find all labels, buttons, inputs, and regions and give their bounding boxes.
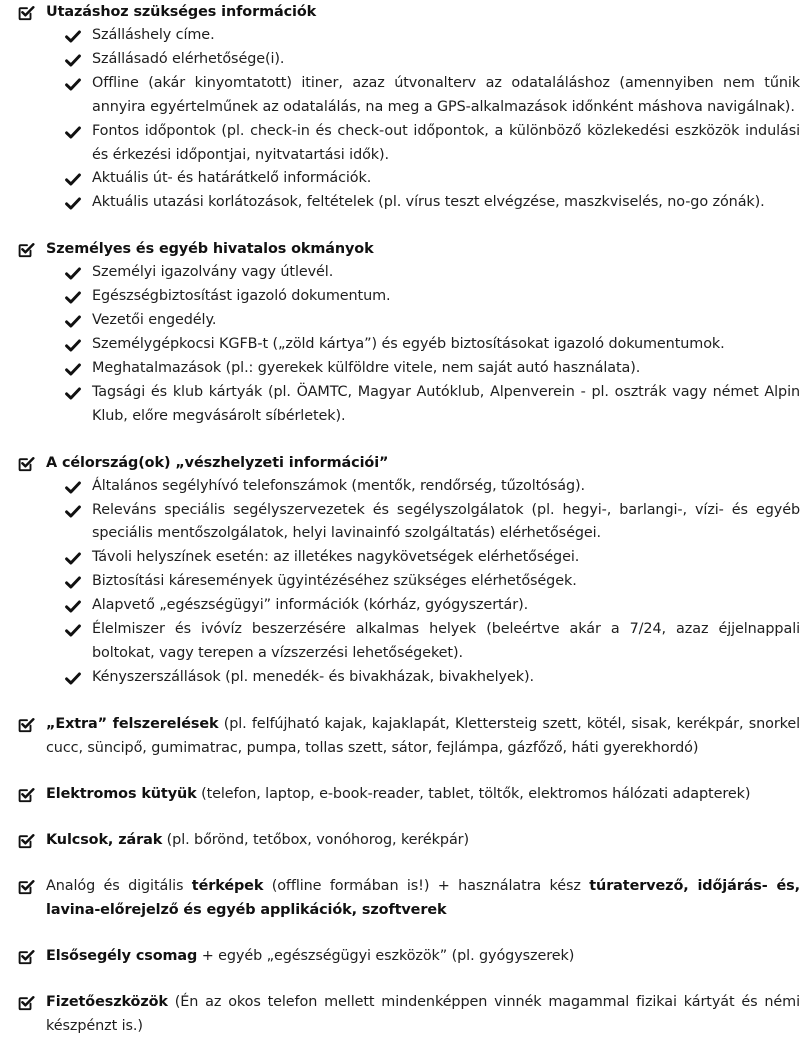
checkbox-check-icon — [18, 878, 35, 895]
check-icon — [65, 197, 81, 210]
extra-item-electronics — [0, 782, 800, 806]
checkbox-check-icon — [18, 994, 35, 1011]
list-item: Szálláshely címe. — [0, 24, 800, 48]
check-icon — [65, 126, 81, 139]
extra-heading: Fizetőeszközök (Én az okos telefon mellett mindenképpen vinnék magammal fizikai kártyát és némi készpénzt is.) — [0, 990, 800, 1038]
section-title: Személyes és egyéb hivatalos okmányok — [46, 241, 374, 258]
list-item: Élelmiszer és ivóvíz beszerzésére alkalmas helyek (beleértve akár a 7/24, azaz éjjelnappali boltokat, vagy terepen a vízszerzési lehetőségeket). — [0, 618, 800, 666]
section-title: A célország(ok) „vészhelyzeti információi” — [46, 454, 389, 471]
check-icon — [65, 481, 81, 494]
checkbox-check-icon — [18, 786, 35, 803]
extra-item-maps-apps — [0, 874, 800, 922]
check-icon — [65, 600, 81, 613]
check-icon — [65, 672, 81, 685]
list-item: Meghatalmazások (pl.: gyerekek külföldre vitele, nem saját autó használata). — [0, 357, 800, 381]
check-icon — [65, 78, 81, 91]
list-item: Tagsági és klub kártyák (pl. ÖAMTC, Magyar Autóklub, Alpenverein - pl. osztrák vagy német Alpin Klub, előre megvásárolt síbérletek). — [0, 381, 800, 429]
check-icon — [65, 552, 81, 565]
list-item: Egészségbiztosítást igazoló dokumentum. — [0, 285, 800, 309]
check-icon — [65, 505, 81, 518]
list-item: Kényszerszállások (pl. menedék- és bivakházak, bivakhelyek). — [0, 666, 800, 690]
checkbox-check-icon — [18, 716, 35, 733]
check-icon — [65, 387, 81, 400]
list-item: Általános segélyhívó telefonszámok (mentők, rendőrség, tűzoltóság). — [0, 475, 800, 499]
check-icon — [65, 173, 81, 186]
list-item: Aktuális út- és határátkelő információk. — [0, 167, 800, 191]
section-documents — [0, 237, 800, 428]
list-item: Vezetői engedély. — [0, 309, 800, 333]
section-heading — [0, 0, 800, 24]
extra-item-equipment — [0, 712, 800, 760]
check-icon — [65, 267, 81, 280]
check-icon — [65, 291, 81, 304]
checkbox-check-icon — [18, 832, 35, 849]
list-item: Személygépkocsi KGFB-t („zöld kártya”) és egyéb biztosításokat igazoló dokumentumok. — [0, 333, 800, 357]
extra-heading: Elsősegély csomag + egyéb „egészségügyi eszközök” (pl. gyógyszerek) — [0, 944, 800, 968]
list-item: Offline (akár kinyomtatott) itiner, azaz útvonalterv az odataláláshoz (amennyiben nem tűnik annyira egyértelműnek az odatalálás, na meg a GPS-alkalmazások időnként máshova navigálnak). — [0, 72, 800, 120]
checkbox-check-icon — [18, 241, 35, 258]
check-icon — [65, 54, 81, 67]
checkbox-check-icon — [18, 4, 35, 21]
extra-item-first-aid — [0, 944, 800, 968]
extra-item-keys-locks — [0, 828, 800, 852]
list-item: Alapvető „egészségügyi” információk (kórház, gyógyszertár). — [0, 594, 800, 618]
section-list — [0, 261, 800, 428]
check-icon — [65, 624, 81, 637]
list-item: Releváns speciális segélyszervezetek és segélyszolgálatok (pl. hegyi-, barlangi-, vízi- és egyéb speciális mentőszolgálatok, helyi lavinainfó szolgáltatás) elérhetőségei. — [0, 499, 800, 547]
list-item: Fontos időpontok (pl. check-in és check-out időpontok, a különböző közlekedési eszközök indulási és érkezési időpontjai, nyitvatartási idők). — [0, 120, 800, 168]
section-heading — [0, 451, 800, 475]
list-item: Szállásadó elérhetősége(i). — [0, 48, 800, 72]
section-emergency-info — [0, 451, 800, 690]
list-item: Távoli helyszínek esetén: az illetékes nagykövetségek elérhetőségei. — [0, 546, 800, 570]
section-heading — [0, 237, 800, 261]
list-item: Biztosítási káresemények ügyintézéséhez szükséges elérhetőségek. — [0, 570, 800, 594]
extra-item-payment — [0, 990, 800, 1038]
extra-heading: Analóg és digitális térképek (offline formában is!) + használatra kész túratervező, időjárás- és, lavina-előrejelző és egyéb applikációk, szoftverek — [0, 874, 800, 922]
check-icon — [65, 576, 81, 589]
check-icon — [65, 30, 81, 43]
list-item: Aktuális utazási korlátozások, feltételek (pl. vírus teszt elvégzése, maszkviselés, no-go zónák). — [0, 191, 800, 215]
section-list — [0, 24, 800, 215]
check-icon — [65, 315, 81, 328]
section-list — [0, 475, 800, 690]
section-travel-info — [0, 0, 800, 215]
section-title: Utazáshoz szükséges információk — [46, 4, 317, 20]
checkbox-check-icon — [18, 455, 35, 472]
list-item: Személyi igazolvány vagy útlevél. — [0, 261, 800, 285]
extra-heading: Elektromos kütyük (telefon, laptop, e-book-reader, tablet, töltők, elektromos hálózati adapterek) — [0, 782, 800, 806]
extra-heading: „Extra” felszerelések (pl. felfújható kajak, kajaklapát, Klettersteig szett, kötél, sisak, kerékpár, snorkel cucc, süncipő, gumimatrac, pumpa, tollas szett, sátor, fejlámpa, gázfőző, háti gyerekhordó) — [0, 712, 800, 760]
checkbox-check-icon — [18, 948, 35, 965]
check-icon — [65, 363, 81, 376]
extra-heading: Kulcsok, zárak (pl. bőrönd, tetőbox, vonóhorog, kerékpár) — [0, 828, 800, 852]
check-icon — [65, 339, 81, 352]
